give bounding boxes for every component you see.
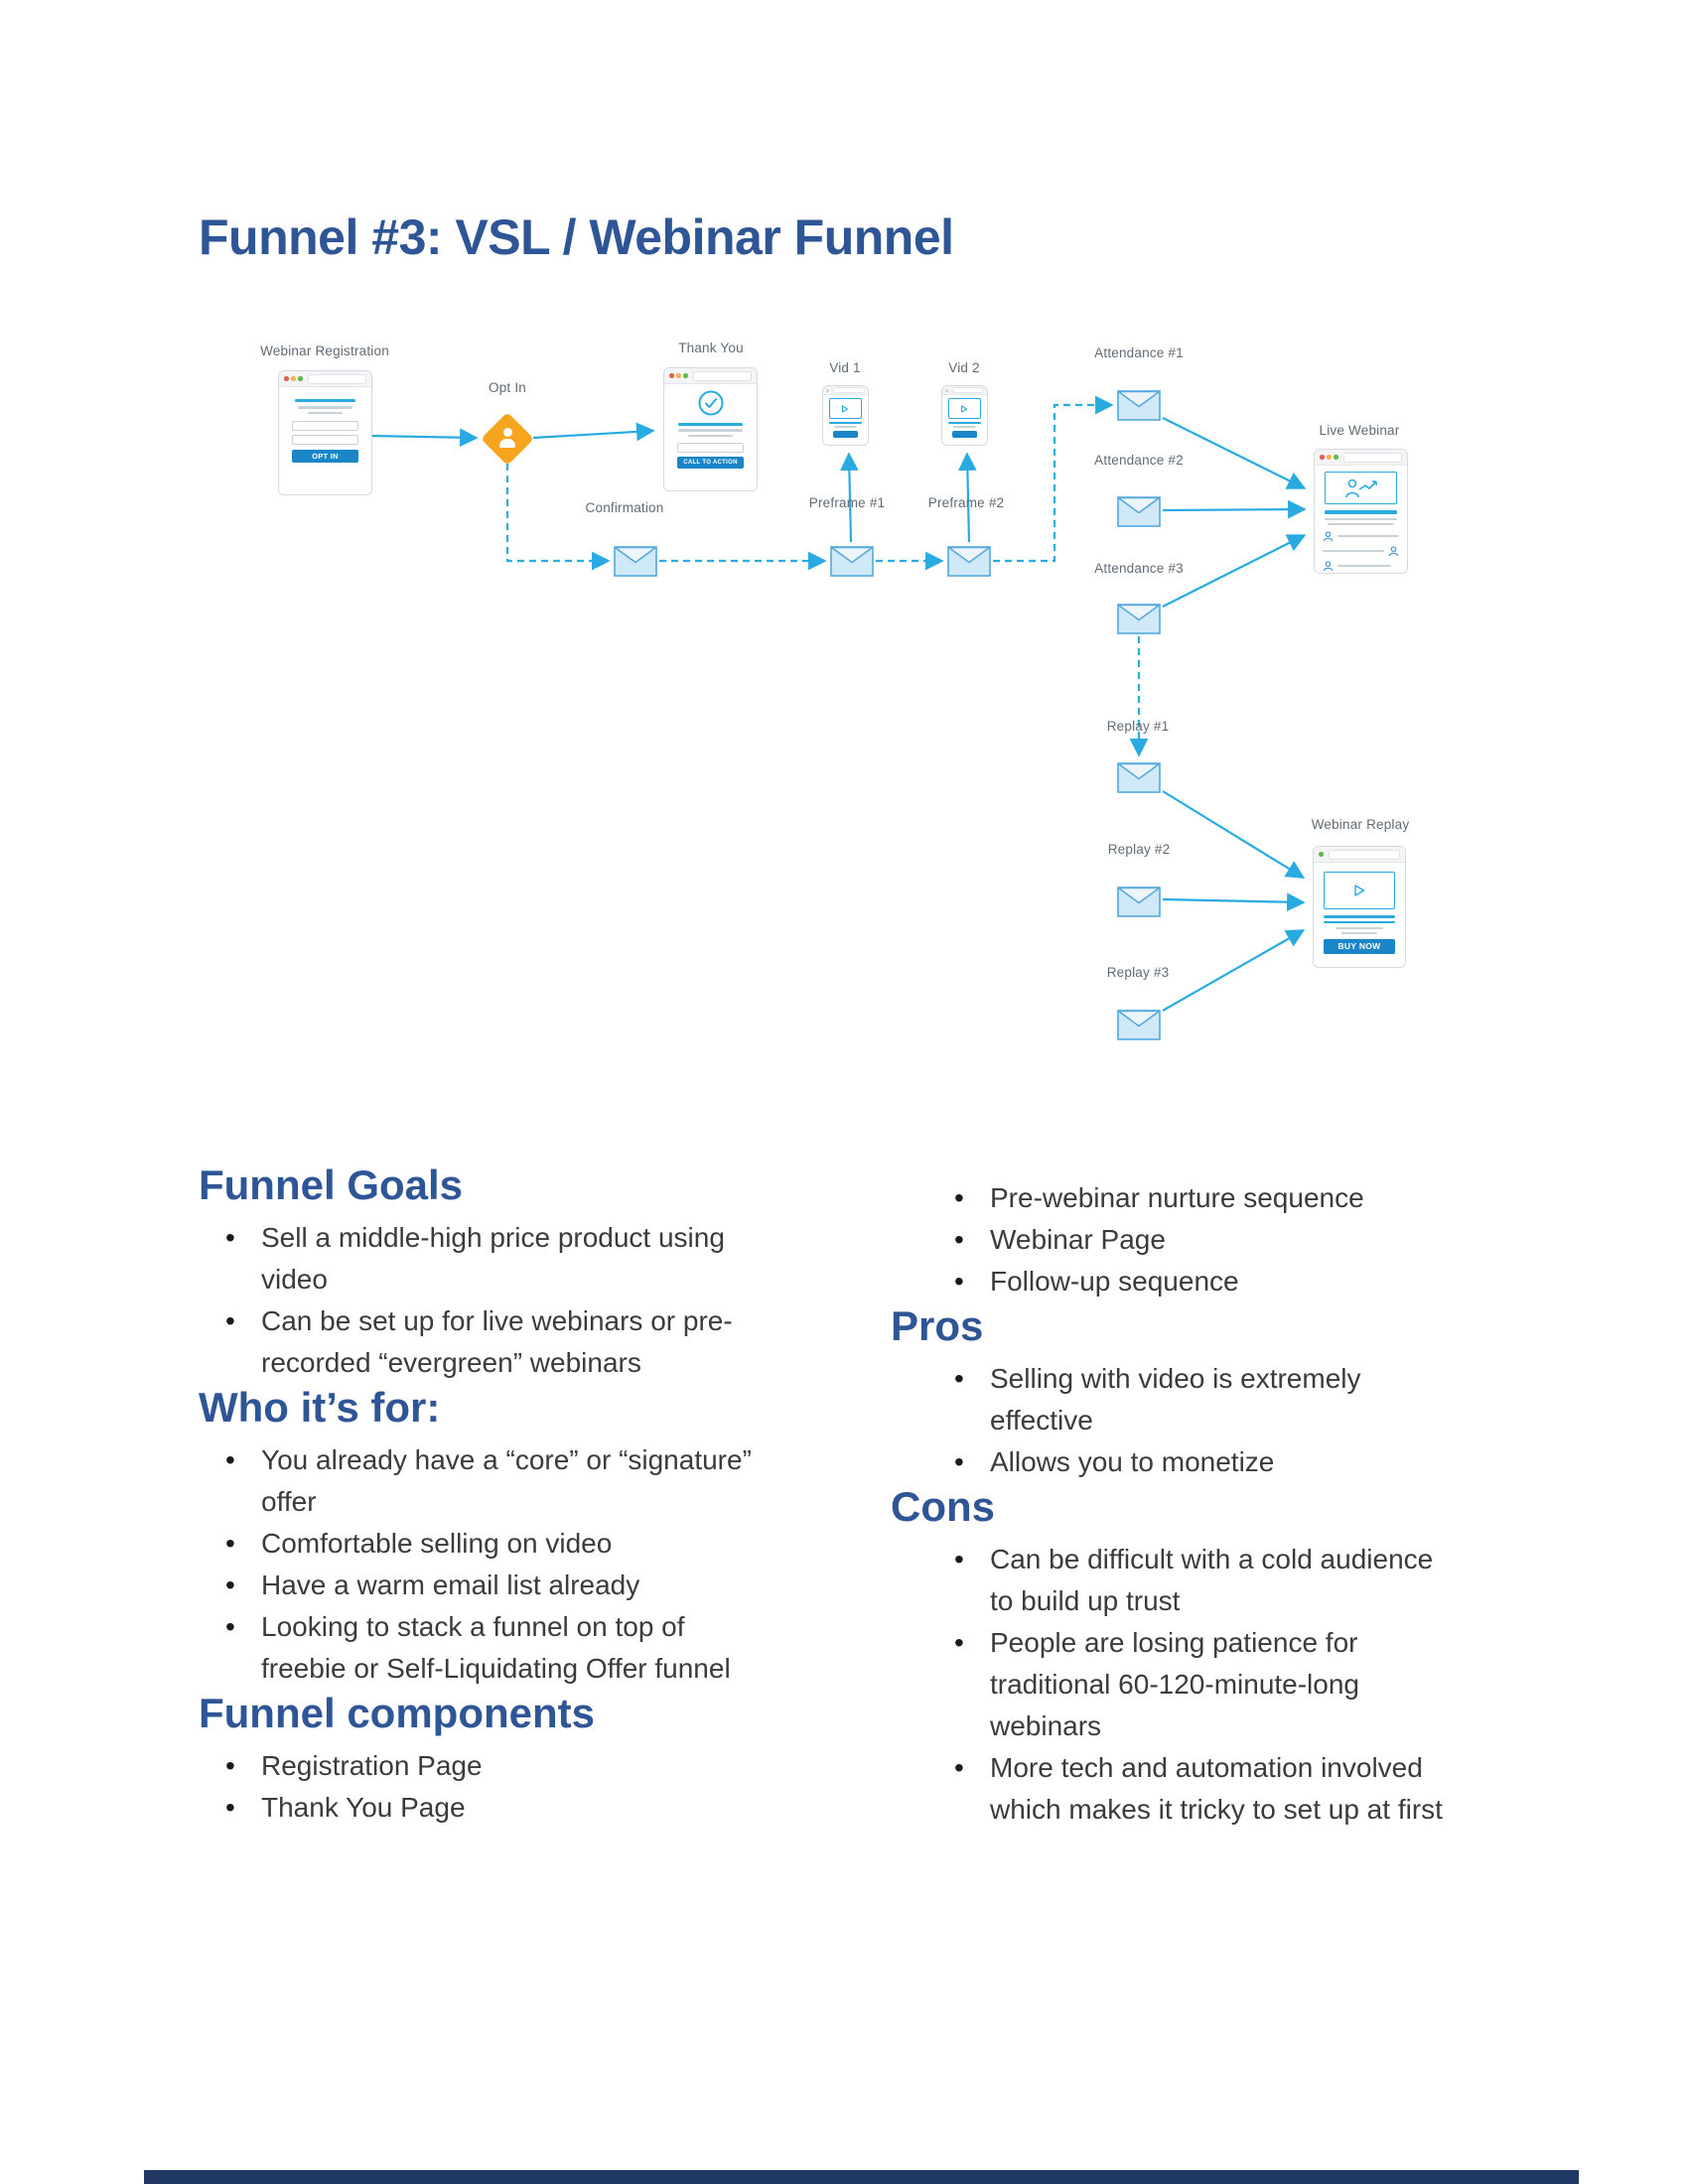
placeholder-line: [678, 423, 743, 426]
list-item: • Have a warm email list already: [261, 1565, 763, 1606]
confirmation-email-icon: [614, 546, 657, 577]
red-dot-icon: [669, 373, 674, 378]
play-icon: [841, 405, 849, 413]
funnel-goals-list: [199, 1217, 806, 1384]
live-webinar-page-node: [1314, 449, 1408, 574]
attendee-icon: [1323, 561, 1334, 572]
funnel-goals-heading: Funnel Goals: [199, 1161, 464, 1208]
funnel-components-heading: Funnel components: [199, 1690, 595, 1736]
green-dot-icon: [1319, 852, 1324, 857]
window-dot-icon: [826, 389, 829, 392]
window-dot-icon: [945, 389, 948, 392]
list-item: • Comfortable selling on video: [261, 1523, 763, 1565]
registration-page-node: [278, 370, 372, 495]
browser-chrome: [1314, 847, 1405, 863]
placeholder-line: [829, 422, 862, 424]
pros-heading: Pros: [891, 1302, 984, 1349]
list-item: • Webinar Page: [990, 1219, 1457, 1261]
list-item: • Registration Page: [261, 1745, 763, 1787]
url-bar: [308, 374, 366, 384]
green-dot-icon: [298, 376, 303, 381]
form-field-placeholder: [292, 421, 357, 431]
attendee-icon: [1323, 531, 1334, 542]
yellow-dot-icon: [1327, 455, 1332, 460]
replay2-label: Replay #2: [1107, 842, 1171, 857]
url-bar: [952, 387, 985, 394]
thank-you-label: Thank You: [678, 341, 744, 355]
form-field-placeholder: [292, 435, 357, 445]
placeholder-line: [834, 426, 857, 428]
preframe2-label: Preframe #2: [927, 495, 1005, 510]
who-its-for-list: [199, 1439, 806, 1690]
placeholder-line: [678, 429, 743, 432]
attendance2-label: Attendance #2: [1094, 453, 1184, 468]
placeholder-line: [1337, 535, 1399, 537]
attendance1-label: Attendance #1: [1094, 345, 1184, 360]
presenter-chart-icon: [1341, 478, 1381, 499]
list-item: • Sell a middle-high price product using video: [261, 1217, 763, 1300]
list-item: • Allows you to monetize: [990, 1441, 1457, 1483]
list-item: • You already have a “core” or “signature” offer: [261, 1439, 763, 1523]
placeholder-line: [1324, 915, 1396, 918]
url-bar: [1329, 850, 1400, 860]
list-item: • Follow-up sequence: [990, 1261, 1457, 1302]
red-dot-icon: [1320, 455, 1325, 460]
video-player-placeholder: [948, 398, 981, 419]
webinar-replay-page-node: [1313, 846, 1406, 968]
placeholder-line: [1328, 523, 1395, 525]
placeholder-line: [1337, 565, 1391, 567]
page-footer-bar: [144, 2170, 1579, 2184]
placeholder-line: [1325, 518, 1398, 520]
url-bar: [693, 371, 752, 381]
replay3-label: Replay #3: [1106, 965, 1170, 980]
browser-chrome: [664, 368, 757, 384]
cons-heading: Cons: [891, 1483, 995, 1530]
attendee-row: [1323, 546, 1399, 557]
browser-chrome: [942, 386, 987, 395]
person-icon: [489, 418, 526, 458]
url-bar: [833, 387, 866, 394]
placeholder-line: [1336, 927, 1384, 929]
attendee-row: [1323, 531, 1399, 542]
placeholder-line: [688, 435, 733, 438]
url-bar: [1343, 453, 1402, 463]
placeholder-line: [1323, 550, 1384, 552]
left-column: [199, 1161, 806, 1829]
attendance3-email-icon: [1117, 604, 1161, 634]
list-item: • Can be difficult with a cold audience to build up trust: [990, 1539, 1457, 1622]
who-its-for-heading: Who it’s for:: [199, 1384, 441, 1431]
preframe1-label: Preframe #1: [808, 495, 886, 510]
watch-button: [833, 431, 857, 438]
vid1-page-node: [822, 385, 869, 446]
list-item: • People are losing patience for traditional 60-120-minute-long webinars: [990, 1622, 1457, 1747]
page-title: Funnel #3: VSL / Webinar Funnel: [199, 209, 954, 265]
green-dot-icon: [1334, 455, 1338, 460]
list-item: • Can be set up for live webinars or pre-recorded “evergreen” webinars: [261, 1300, 763, 1384]
green-dot-icon: [683, 373, 688, 378]
list-item: • Looking to stack a funnel on top of freebie or Self-Liquidating Offer funnel: [261, 1606, 763, 1690]
yellow-dot-icon: [291, 376, 296, 381]
browser-chrome: [823, 386, 868, 395]
replay2-email-icon: [1117, 887, 1161, 917]
buy-now-button: BUY NOW: [1324, 939, 1396, 954]
funnel-components-list: [199, 1745, 806, 1829]
attendee-icon: [1388, 546, 1399, 557]
browser-chrome: [1315, 450, 1407, 466]
replay3-email-icon: [1117, 1010, 1161, 1040]
attendee-row: [1323, 561, 1399, 572]
attendance3-label: Attendance #3: [1094, 561, 1184, 576]
list-item: • Thank You Page: [261, 1787, 763, 1829]
placeholder-line: [1341, 932, 1377, 934]
live-webinar-label: Live Webinar: [1319, 423, 1400, 438]
placeholder-line: [308, 412, 343, 415]
attendance1-email-icon: [1117, 390, 1161, 421]
presenter-frame: [1325, 472, 1398, 504]
form-field-placeholder: [677, 443, 743, 453]
browser-chrome: [279, 371, 371, 387]
opt-in-button: OPT IN: [292, 450, 357, 463]
call-to-action-button: CALL TO ACTION: [677, 457, 743, 469]
red-dot-icon: [284, 376, 289, 381]
play-icon: [1352, 884, 1366, 897]
confirmation-label: Confirmation: [585, 500, 664, 515]
placeholder-line: [948, 422, 981, 424]
placeholder-line: [298, 406, 352, 409]
webinar-replay-label: Webinar Replay: [1311, 817, 1410, 832]
replay1-email-icon: [1117, 762, 1161, 793]
preframe1-email-icon: [830, 546, 874, 577]
vid1-label: Vid 1: [829, 360, 861, 375]
list-item: • More tech and automation involved which makes it tricky to set up at first: [990, 1747, 1457, 1831]
video-player-placeholder: [1324, 872, 1396, 909]
attendance2-email-icon: [1117, 496, 1161, 527]
pros-list: [891, 1358, 1546, 1483]
list-item: • Pre-webinar nurture sequence: [990, 1177, 1457, 1219]
replay1-label: Replay #1: [1106, 719, 1170, 734]
placeholder-line: [953, 426, 976, 428]
funnel-components-list-continued: [891, 1177, 1546, 1302]
preframe2-email-icon: [947, 546, 991, 577]
placeholder-line: [1324, 921, 1396, 924]
right-column: [891, 1161, 1546, 1831]
thank-you-page-node: [663, 367, 758, 491]
video-player-placeholder: [829, 398, 862, 419]
vid2-label: Vid 2: [948, 360, 980, 375]
placeholder-line: [295, 399, 356, 402]
registration-label: Webinar Registration: [260, 343, 389, 358]
check-circle-icon: [698, 390, 724, 416]
placeholder-line: [1325, 510, 1398, 514]
play-icon: [960, 405, 968, 413]
opt-in-label: Opt In: [489, 380, 526, 395]
list-item: • Selling with video is extremely effective: [990, 1358, 1457, 1441]
cons-list: [891, 1539, 1546, 1831]
vid2-page-node: [941, 385, 988, 446]
watch-button: [952, 431, 976, 438]
yellow-dot-icon: [676, 373, 681, 378]
